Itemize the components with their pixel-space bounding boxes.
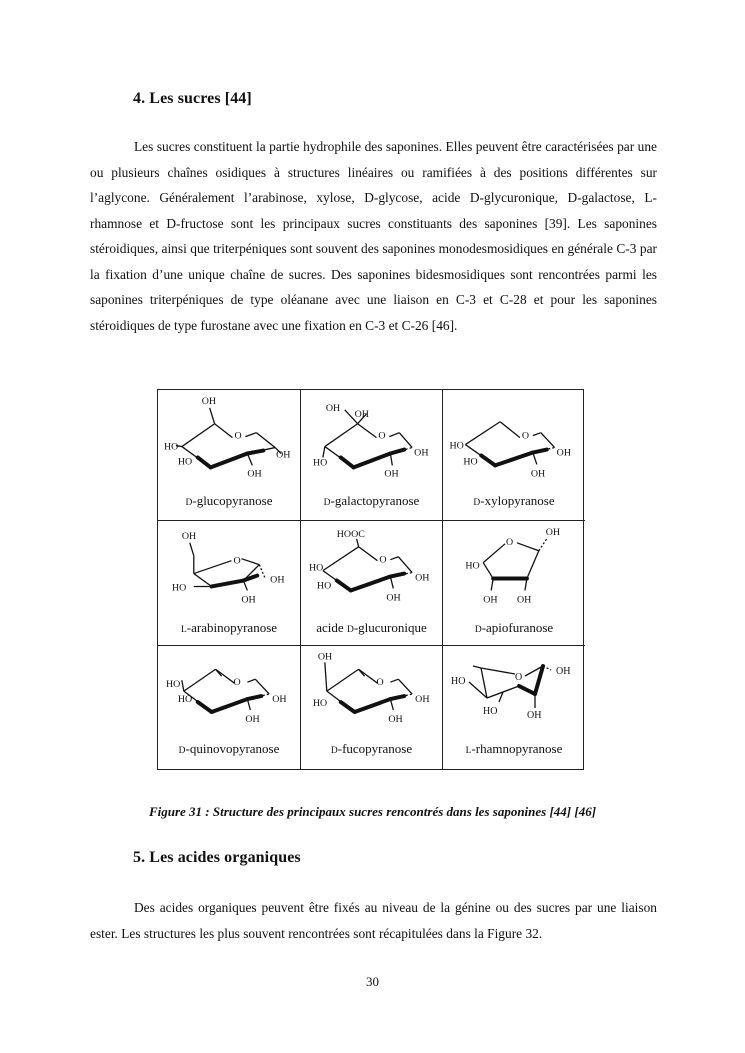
label-oh: OH xyxy=(245,713,260,725)
label-oh: OH xyxy=(527,710,542,721)
label-ring-o: O xyxy=(376,677,384,689)
label-oh: OH xyxy=(354,408,369,420)
label-oh: OH xyxy=(415,694,430,706)
label-ho: HO xyxy=(309,562,324,574)
label-ring-o: O xyxy=(521,430,530,442)
label-oh: OH xyxy=(317,651,333,663)
label-oh: OH xyxy=(272,694,287,706)
label-oh: OH xyxy=(247,468,262,480)
section-5-heading: 5. Les acides organiques xyxy=(133,849,301,866)
label-ho: HO xyxy=(177,694,193,706)
label-oh: OH xyxy=(384,468,399,480)
cell-quinovopyranose xyxy=(158,646,301,769)
label-hooc: HOOC xyxy=(336,528,365,540)
label-ho: HO xyxy=(449,440,464,452)
label-ho: HO xyxy=(463,456,478,468)
cell-galactopyranose xyxy=(301,390,443,521)
cell-rhamnopyranose xyxy=(443,646,585,769)
label-oh: OH xyxy=(325,402,341,414)
sugar-name: D-fucopyranose xyxy=(330,741,413,756)
sugar-name: D-quinovopyranose xyxy=(178,741,280,756)
cell-fucopyranose xyxy=(301,646,443,769)
label-oh: OH xyxy=(201,395,217,407)
label-oh: OH xyxy=(415,572,430,584)
sugar-name: D-xylopyranose xyxy=(473,493,555,508)
sugar-name: D-galactopyranose xyxy=(323,493,420,508)
label-ho: HO xyxy=(171,582,187,594)
label-ho: HO xyxy=(312,457,328,469)
label-oh: OH xyxy=(181,530,197,542)
label-oh: OH xyxy=(530,468,546,480)
label-ring-o: O xyxy=(515,672,523,683)
figure-caption: Figure 31 : Structure des principaux sucres rencontrés dans les saponines [44] [46] xyxy=(148,804,597,819)
label-oh: OH xyxy=(556,666,571,677)
label-oh: OH xyxy=(556,447,571,459)
section-4-heading: 4. Les sucres [44] xyxy=(133,90,252,107)
sugar-name: D-glucopyranose xyxy=(185,493,273,508)
label-ho: HO xyxy=(177,456,193,468)
label-ring-o: O xyxy=(233,555,241,567)
label-ring-o: O xyxy=(378,430,386,442)
cell-glucuronique xyxy=(301,521,443,646)
label-oh: OH xyxy=(386,592,401,604)
cell-apiofuranose xyxy=(443,521,585,646)
label-ho: HO xyxy=(451,676,466,687)
label-ring-o: O xyxy=(234,430,242,442)
cell-arabinopyranose xyxy=(158,521,301,646)
label-oh: OH xyxy=(414,447,429,459)
sugar-structures-figure xyxy=(157,389,584,770)
section-4-paragraph: Les sucres constituent la partie hydrophile des saponines. Elles peuvent être caractérisées par une ou plusieurs chaînes osidiques à structures linéaires ou ramifiées à des positions différentes sur l’aglycone. Généralement l’arabinose, xylose, D-glycose, acide D-glycuronique, D-galactose, L-rhamnose et D-fructose sont les principaux sucres constituants des saponines [39]. Les saponines stéroidiques, ainsi que triterpéniques sont souvent des saponines monodesmosidiques en générale C-3 par la fixation d’une unique chaîne de sucres. Des saponines bidesmosidiques sont rencontrées parmi les saponines triterpéniques de type oléanane avec une liaison en C-3 et C-28 et pour les saponines stéroidiques de type furostane avec une fixation en C-3 et C-26 [46]. xyxy=(90,139,657,333)
page-number: 30 xyxy=(366,974,379,989)
sugar-name: L-rhamnopyranose xyxy=(465,741,563,756)
sugar-name: acide D-glucuronique xyxy=(316,620,427,635)
label-ho: HO xyxy=(465,560,480,572)
label-oh: OH xyxy=(241,594,256,606)
cell-glucopyranose xyxy=(158,390,301,521)
label-oh: OH xyxy=(270,574,285,586)
label-ring-o: O xyxy=(506,536,514,548)
label-oh: OH xyxy=(276,449,291,461)
sugar-name: L-arabinopyranose xyxy=(180,620,278,635)
section-5-paragraph: Des acides organiques peuvent être fixés au niveau de la génine ou des sucres par une liaison ester. Les structures les plus souvent rencontrées sont récapitulées dans la Figure 32. xyxy=(90,900,657,941)
label-ho: HO xyxy=(312,698,328,710)
label-oh: OH xyxy=(545,526,561,538)
cell-xylopyranose xyxy=(443,390,585,521)
label-ho: HO xyxy=(316,580,332,592)
sugar-name: D-apiofuranose xyxy=(474,620,554,635)
label-ho: HO xyxy=(483,706,498,717)
label-ring-o: O xyxy=(233,677,241,689)
label-oh: OH xyxy=(483,594,498,606)
label-ho: HO xyxy=(164,441,179,453)
label-oh: OH xyxy=(516,594,532,606)
label-ho: HO xyxy=(165,679,181,691)
label-oh: OH xyxy=(388,713,403,725)
label-ring-o: O xyxy=(379,554,387,566)
